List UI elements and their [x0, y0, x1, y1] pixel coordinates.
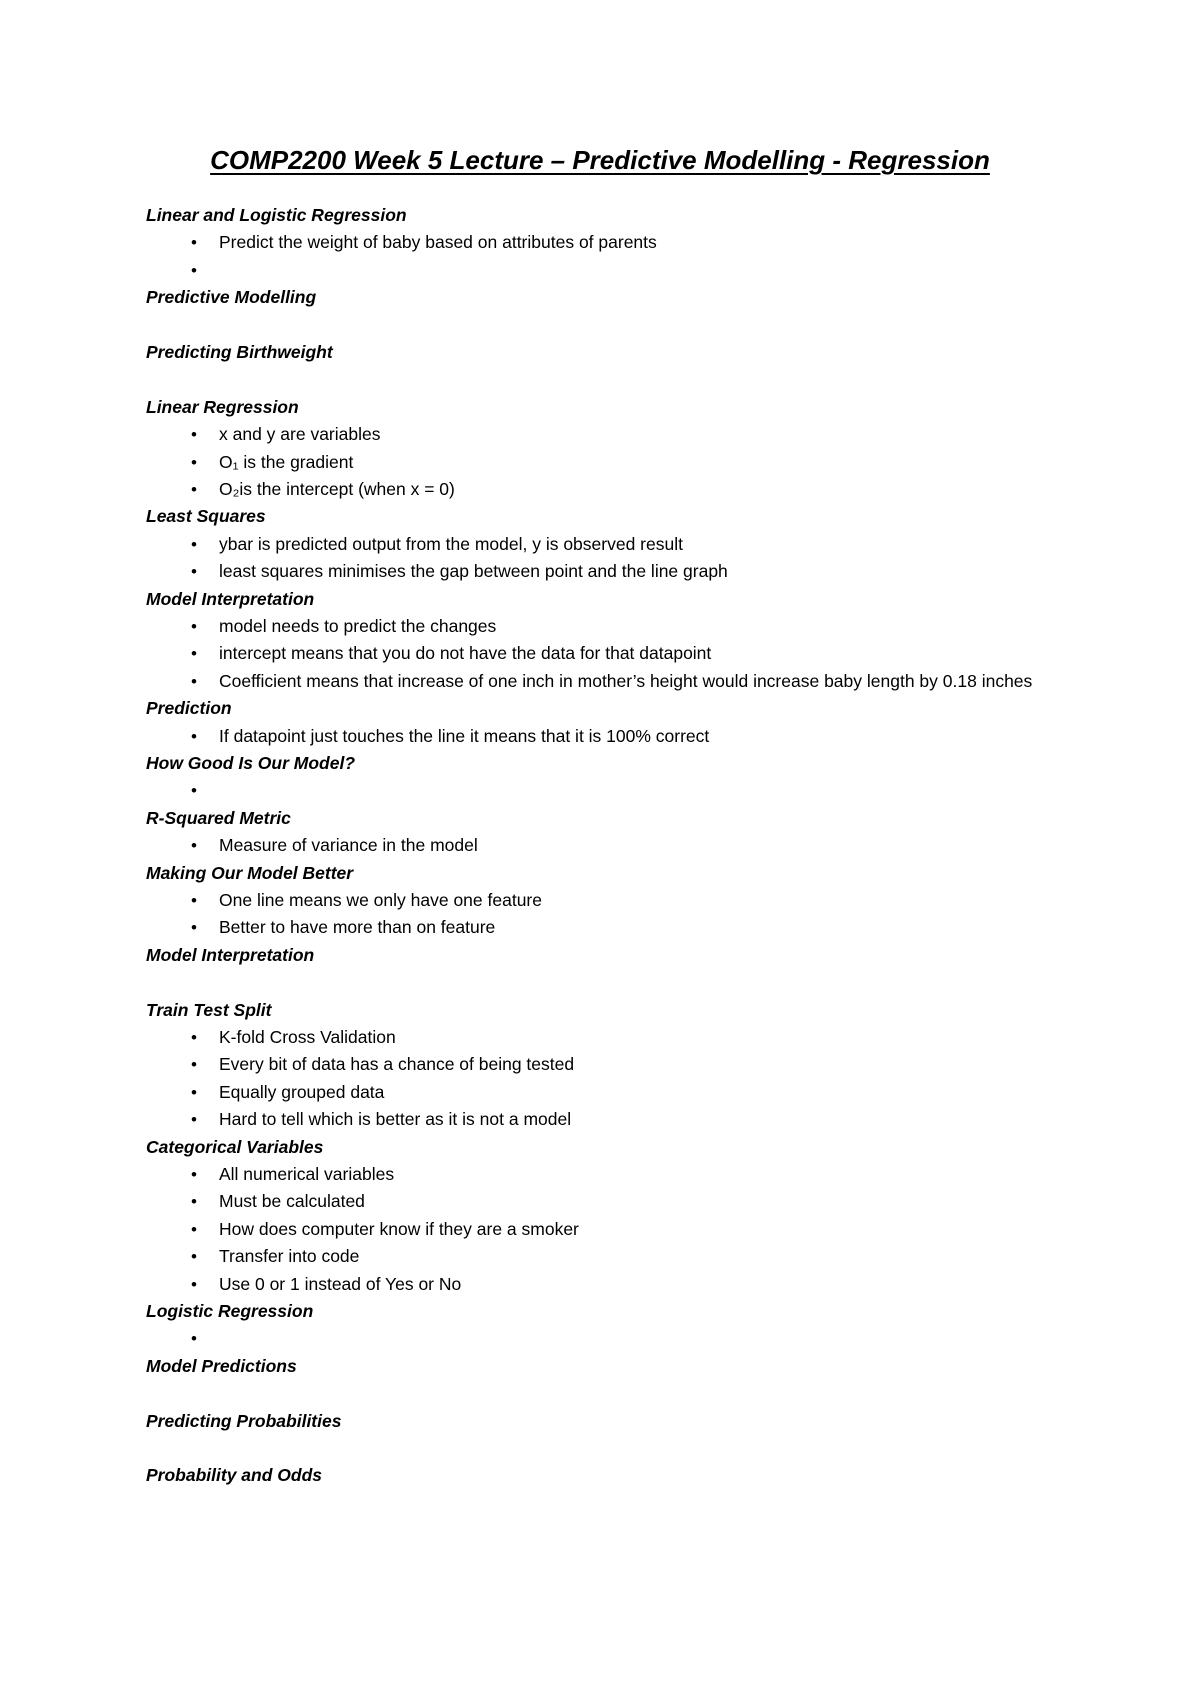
bullet-item: [146, 1079, 1106, 1106]
bullet-icon: •: [191, 918, 197, 938]
bullet-text: Use 0 or 1 instead of Yes or No: [219, 1273, 462, 1294]
bullet-item: [146, 668, 1106, 695]
blank-line: [146, 312, 1106, 339]
bullet-icon: •: [191, 1027, 197, 1047]
bullet-item: [146, 887, 1106, 914]
section-heading: Predicting Birthweight: [146, 341, 333, 362]
section-heading: Least Squares: [146, 506, 266, 527]
blank-line: [146, 1380, 1106, 1407]
section-heading: Linear and Logistic Regression: [146, 205, 407, 225]
bullet-text: Predict the weight of baby based on attributes of parents: [219, 232, 657, 253]
bullet-icon: •: [191, 616, 197, 636]
bullet-icon: •: [191, 1055, 197, 1075]
bullet-item: [146, 723, 1106, 750]
bullet-text: Measure of variance in the model: [219, 835, 478, 856]
bullet-text: If datapoint just touches the line it means that it is 100% correct: [219, 725, 710, 746]
bullet-list: [146, 1325, 1106, 1352]
bullet-text: Hard to tell which is better as it is not a model: [219, 1109, 572, 1130]
bullet-item: [146, 613, 1106, 640]
notes-section: [146, 750, 1106, 805]
bullet-item: [146, 1188, 1106, 1215]
bullet-text: model needs to predict the changes: [219, 615, 497, 636]
bullet-list: [146, 613, 1106, 695]
bullet-text: How does computer know if they are a smoker: [219, 1218, 579, 1239]
bullet-icon: •: [191, 1082, 197, 1102]
bullet-text: intercept means that you do not have the data for that datapoint: [219, 643, 712, 664]
bullet-icon: •: [191, 425, 197, 445]
bullet-text: Coefficient means that increase of one inch in mother’s height would increase baby length by 0.18 inches: [219, 670, 1033, 691]
bullet-item: [146, 1216, 1106, 1243]
section-heading: Predictive Modelling: [146, 287, 317, 308]
bullet-item: [146, 449, 1106, 476]
bullet-text: O₁ is the gradient: [219, 451, 354, 472]
notes-section: [146, 695, 1106, 750]
bullet-item: [146, 640, 1106, 667]
bullet-item: [146, 1243, 1106, 1270]
notes-section: [146, 1298, 1106, 1353]
notes-section: [146, 1462, 1106, 1489]
section-heading: Linear Regression: [146, 396, 299, 417]
blank-line: [146, 366, 1106, 393]
bullet-icon: •: [191, 1274, 197, 1294]
bullet-icon: •: [191, 534, 197, 554]
bullet-icon: •: [191, 1247, 197, 1267]
notes-section: [146, 805, 1106, 860]
bullet-icon: •: [191, 1192, 197, 1212]
bullet-text: Every bit of data has a chance of being tested: [219, 1054, 575, 1075]
section-heading: Categorical Variables: [146, 1136, 324, 1157]
bullet-item: [146, 257, 1106, 284]
blank-line: [146, 1435, 1106, 1462]
bullet-text: Transfer into code: [219, 1246, 360, 1267]
notes-section: [146, 503, 1106, 585]
bullet-text: K-fold Cross Validation: [219, 1026, 396, 1047]
section-heading: Model Predictions: [146, 1355, 297, 1376]
section-heading: Prediction: [146, 698, 232, 719]
bullet-icon: •: [191, 726, 197, 746]
bullet-icon: •: [191, 1164, 197, 1184]
notes-section: [146, 284, 1106, 339]
bullet-text: One line means we only have one feature: [219, 889, 542, 910]
notes-section: [146, 202, 1106, 284]
bullet-icon: •: [191, 479, 197, 499]
bullet-item: [146, 229, 1106, 256]
bullet-list: [146, 887, 1106, 942]
bullet-text: Better to have more than on feature: [219, 917, 496, 938]
section-heading: Probability and Odds: [146, 1465, 322, 1486]
bullet-text: x and y are variables: [219, 424, 381, 445]
bullet-text: least squares minimises the gap between point and the line graph: [219, 561, 728, 582]
bullet-item: [146, 476, 1106, 503]
notes-section: [146, 339, 1106, 394]
notes-section: [146, 1353, 1106, 1408]
bullet-item: [146, 777, 1106, 804]
bullet-list: [146, 832, 1106, 859]
section-heading: Model Interpretation: [146, 588, 315, 609]
bullet-icon: •: [191, 260, 197, 280]
bullet-list: [146, 1024, 1106, 1134]
section-heading: How Good Is Our Model?: [146, 752, 356, 773]
notes-section: [146, 586, 1106, 696]
bullet-icon: •: [191, 781, 197, 801]
bullet-icon: •: [191, 644, 197, 664]
bullet-item: [146, 1106, 1106, 1133]
bullet-item: [146, 914, 1106, 941]
bullet-list: [146, 531, 1106, 586]
blank-line: [146, 969, 1106, 996]
notes-section: [146, 1408, 1106, 1463]
bullet-item: [146, 1271, 1106, 1298]
notes-section: [146, 860, 1106, 942]
bullet-icon: •: [191, 1329, 197, 1349]
bullet-item: [146, 421, 1106, 448]
bullet-text: ybar is predicted output from the model, y is observed result: [219, 533, 683, 554]
notes-section: [146, 942, 1106, 997]
section-heading: Logistic Regression: [146, 1300, 314, 1321]
bullet-item: [146, 1051, 1106, 1078]
bullet-icon: •: [191, 836, 197, 856]
bullet-icon: •: [191, 452, 197, 472]
bullet-list: [146, 229, 1106, 284]
bullet-item: [146, 531, 1106, 558]
bullet-icon: •: [191, 890, 197, 910]
bullet-icon: •: [191, 1219, 197, 1239]
bullet-item: [146, 1325, 1106, 1352]
notes-section: [146, 1134, 1106, 1298]
bullet-list: [146, 777, 1106, 804]
bullet-text: O₂is the intercept (when x = 0): [219, 478, 455, 499]
bullet-item: [146, 558, 1106, 585]
bullet-text: Equally grouped data: [219, 1081, 385, 1102]
bullet-icon: •: [191, 233, 197, 253]
page-title: COMP2200 Week 5 Lecture – Predictive Modelling - Regression: [210, 145, 990, 175]
section-heading: Model Interpretation: [146, 944, 315, 965]
bullet-list: [146, 723, 1106, 750]
notes-body: [146, 202, 1106, 1490]
notes-section: [146, 394, 1106, 504]
section-heading: R-Squared Metric: [146, 807, 291, 828]
bullet-item: [146, 1161, 1106, 1188]
bullet-text: Must be calculated: [219, 1191, 365, 1212]
bullet-text: All numerical variables: [219, 1163, 395, 1184]
section-heading: Making Our Model Better: [146, 862, 354, 883]
bullet-item: [146, 832, 1106, 859]
bullet-list: [146, 1161, 1106, 1298]
bullet-icon: •: [191, 562, 197, 582]
notes-section: [146, 997, 1106, 1134]
bullet-item: [146, 1024, 1106, 1051]
section-heading: Train Test Split: [146, 999, 272, 1020]
section-heading: Predicting Probabilities: [146, 1410, 342, 1431]
bullet-icon: •: [191, 1110, 197, 1130]
bullet-list: [146, 421, 1106, 503]
bullet-icon: •: [191, 671, 197, 691]
